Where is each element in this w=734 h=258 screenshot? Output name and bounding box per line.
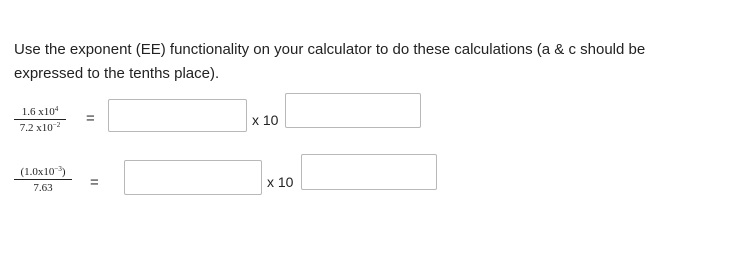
problem-2-times-ten-label: x 10 <box>267 174 294 190</box>
problem-1-denominator: 7.2 $x10^{-2}$ <box>19 121 61 134</box>
instructions-text: Use the exponent (EE) functionality on your calculator to do these calculations (a & c should be expressed to the tenths place). <box>14 41 646 82</box>
problem-1-equals-sign: = <box>86 110 95 127</box>
problem-1-coefficient-input[interactable] <box>108 99 247 132</box>
problem-1-numerator: 1.6 $x10^4$ <box>14 106 66 120</box>
problem-2-coefficient-input[interactable] <box>124 160 262 195</box>
problem-1-exponent-input[interactable] <box>285 93 421 128</box>
problem-2-denominator: 7.63 <box>33 182 53 194</box>
problem-2-fraction <box>14 166 72 194</box>
problem-2-equals-sign: = <box>90 174 99 191</box>
problem-1-fraction <box>14 106 66 134</box>
problem-2-exponent-input[interactable] <box>301 154 437 190</box>
problem-2-numerator: $(1.0x10^{-3})$ <box>14 166 72 180</box>
problem-1-times-ten-label: x 10 <box>252 112 279 128</box>
